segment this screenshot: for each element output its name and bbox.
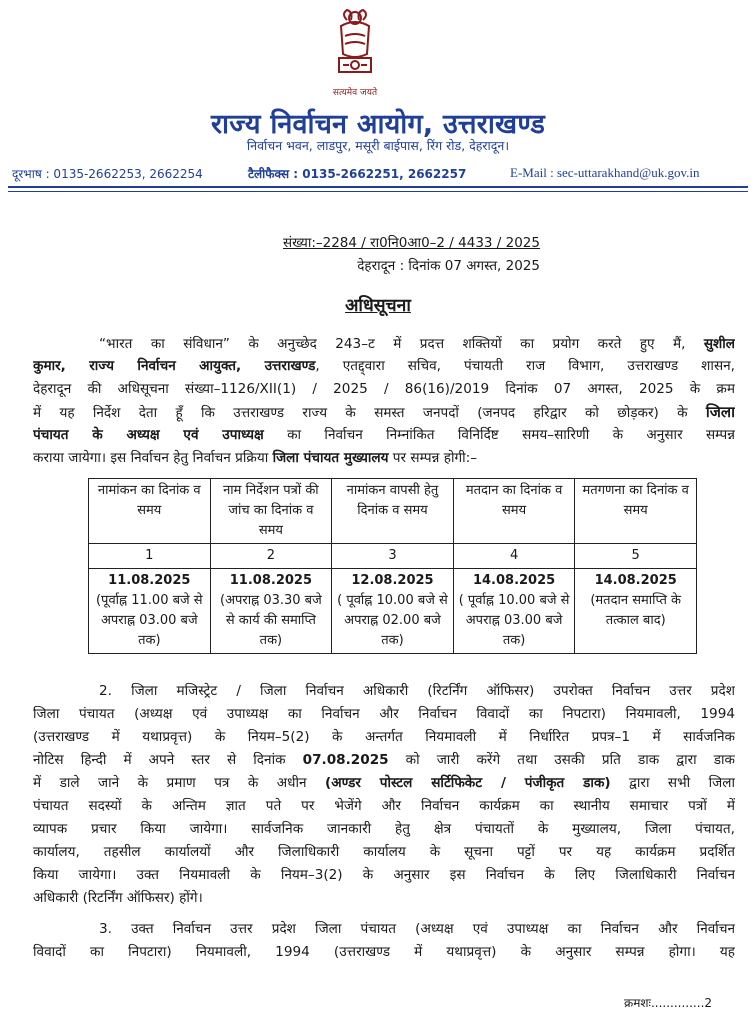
- table-header-cell: मतदान का दिनांक व समय: [453, 479, 575, 544]
- table-header-cell: नामांकन का दिनांक व समय: [89, 479, 211, 544]
- para2-line-3: (उत्तराखण्ड में यथाप्रवृत्त) के नियम–5(2) के अन्तर्गत नियमावली में निर्धारित प्रपत्र–1 में सार्वजनिक: [33, 729, 735, 745]
- para2-text: में डाले जाने के प्रमाण पत्र के अधीन: [33, 775, 326, 791]
- table-header-cell: नामांकन वापसी हेतु दिनांक व समय: [332, 479, 454, 544]
- para1-line-6: [33, 447, 735, 469]
- para2-bold: (अण्डर पोस्टल सर्टिफिकेट / पंजीकृत डाक): [325, 775, 611, 791]
- para1-bold: पंचायत के अध्यक्ष एवं उपाध्यक्ष: [33, 427, 264, 443]
- para1-line-2: [33, 355, 735, 377]
- reference-number: संख्या:–2284 / रा0नि0आ0–2 / 4433 / 2025: [282, 235, 540, 251]
- para1-line-5: [33, 424, 735, 446]
- table-cell: [575, 569, 697, 654]
- notification-title: अधिसूचना: [345, 296, 411, 316]
- table-cell: [210, 569, 332, 654]
- table-header-cell: मतगणना का दिनांक व समय: [575, 479, 697, 544]
- page-continuation: क्रमशः..............2: [624, 996, 713, 1010]
- para1-bold: कुमार, राज्य निर्वाचन आयुक्त, उत्तराखण्ड: [33, 358, 316, 374]
- para2-line-8: कार्यालय, तहसील कार्यालयों और जिलाधिकारी कार्यालय के सूचना पट्टों पर यह कार्यक्रम प्रदर्शित: [33, 844, 735, 860]
- election-schedule-table: [88, 478, 697, 654]
- para2-line-1: 2. जिला मजिस्ट्रेट / जिला निर्वाचन अधिकारी (रिटर्निंग ऑफिसर) उपरोक्त निर्वाचन उत्तर प्रदेश: [99, 683, 735, 699]
- reference-date: देहरादून : दिनांक 07 अगस्त, 2025: [357, 258, 540, 274]
- fax-number: टैलीफैक्स : 0135-2662251, 2662257: [248, 167, 467, 181]
- schedule-time: ( पूर्वाह्न 10.00 बजे से अपराह्न 02.00 बजे तक): [337, 593, 448, 648]
- email-address: E-Mail : sec-uttarakhand@uk.gov.in: [510, 165, 700, 180]
- para1-bold: जिला: [705, 403, 735, 421]
- organization-address: निर्वाचन भवन, लाडपुर, मसूरी बाईपास, रिंग रोड, देहरादून।: [246, 138, 510, 153]
- para2-line-7: व्यापक प्रचार किया जायेगा। सार्वजनिक जानकारी हेतु क्षेत्र पंचायतों के मुख्यालय, जिला पंचायत,: [33, 821, 735, 837]
- schedule-date: 14.08.2025: [472, 573, 556, 588]
- table-cell: [453, 569, 575, 654]
- para2-text: द्वारा सभी जिला: [610, 775, 735, 791]
- schedule-time: (मतदान समाप्ति के तत्काल बाद): [590, 593, 682, 628]
- table-cell: 4: [453, 544, 575, 569]
- para2-text: को जारी करेंगे तथा उसकी प्रति डाक द्वारा डाक: [388, 752, 735, 768]
- para1-text: कराया जायेगा। इस निर्वाचन हेतु निर्वाचन प्रक्रिया: [33, 450, 273, 466]
- table-cell: [332, 569, 454, 654]
- table-cell: 2: [210, 544, 332, 569]
- schedule-time: ( पूर्वाह्न 10.00 बजे से अपराह्न 03.00 बजे तक): [458, 593, 570, 648]
- table-header-cell: नाम निर्देशन पत्रों की जांच का दिनांक व समय: [210, 479, 332, 544]
- schedule-time: (पूर्वाह्न 11.00 बजे से अपराह्न 03.00 बजे तक): [95, 593, 203, 648]
- para1-line-4: [33, 401, 735, 424]
- table-header-row: [89, 479, 697, 544]
- table-cell: [89, 569, 211, 654]
- header-divider: [8, 186, 748, 188]
- schedule-date: 11.08.2025: [229, 573, 313, 588]
- para1-text: का निर्वाचन निम्नांकित विनिर्दिष्ट समय–सारिणी के अनुसार सम्पन्न: [263, 427, 735, 443]
- para1-text: पर सम्पन्न होगी:–: [388, 450, 478, 466]
- header-divider-thin: [8, 191, 748, 192]
- schedule-date: 12.08.2025: [351, 573, 434, 588]
- para1-text: में यह निर्देश देता हूँ कि उत्तराखण्ड राज्य के समस्त जनपदों (जनपद हरिद्वार को छोड़कर) के: [33, 405, 706, 421]
- para3-line-2: विवादों का निपटारा) नियमावली, 1994 (उत्तराखण्ड में यथाप्रवृत्त) के अनुसार सम्पन्न होगा। यह: [33, 944, 735, 960]
- para2-line-4: [33, 749, 735, 771]
- table-number-row: [89, 544, 697, 569]
- phone-number: दूरभाष : 0135-2662253, 2662254: [12, 167, 203, 181]
- para2-line-6: पंचायत सदस्यों के अन्तिम ज्ञात पते पर भेजेंगे और निर्वाचन कार्यक्रम का स्थानीय समाचार पत्रों में: [33, 798, 735, 814]
- table-cell: 1: [89, 544, 211, 569]
- organization-name: राज्य निर्वाचन आयोग, उत्तराखण्ड: [210, 109, 545, 140]
- table-row: [89, 569, 697, 654]
- schedule-time: (अपराह्न 03.30 बजे से कार्य की समाप्ति तक): [220, 593, 322, 648]
- para2-line-5: [33, 772, 735, 794]
- schedule-date: 11.08.2025: [108, 573, 191, 588]
- para2-bold: 07.08.2025: [302, 752, 389, 768]
- para2-line-2: जिला पंचायत (अध्यक्ष एवं उपाध्यक्ष का निर्वाचन और निर्वाचन विवादों का निपटारा) नियमावली, 1994: [33, 706, 735, 722]
- para2-text: नोटिस हिन्दी में अपने स्तर से दिनांक: [33, 752, 303, 768]
- para1-bold: सुशील: [703, 336, 735, 352]
- table-cell: 5: [575, 544, 697, 569]
- para2-line-10: अधिकारी (रिटर्निंग ऑफिसर) होंगे।: [33, 890, 203, 906]
- para3-line-1: 3. उक्त निर्वाचन उत्तर प्रदेश जिला पंचायत (अध्यक्ष एवं उपाध्यक्ष का निर्वाचन और निर्वाचन: [99, 921, 735, 937]
- para1-bold: जिला पंचायत मुख्यालय: [272, 450, 389, 466]
- schedule-date: 14.08.2025: [594, 573, 677, 588]
- para1-text: “भारत का संविधान” के अनुच्छेद 243–ट में प्रदत्त शक्तियों का प्रयोग करते हुए मैं,: [99, 336, 704, 352]
- emblem-motto: सत्यमेव जयते: [332, 88, 378, 98]
- para1-text: , एतद्द्वारा सचिव, पंचायती राज विभाग, उत्तराखण्ड शासन,: [315, 358, 735, 374]
- para2-line-9: किया जायेगा। उक्त नियमावली के नियम–3(2) के अनुसार इस निर्वाचन के लिए जिलाधिकारी निर्वाचन: [33, 867, 735, 883]
- table-cell: 3: [332, 544, 454, 569]
- para1-line-3: देहरादून की अधिसूचना संख्या–1126/XII(1) / 2025 / 86(16)/2019 दिनांक 07 अगस्त, 2025 के क्रम: [33, 381, 735, 397]
- para1-line-1: [33, 333, 735, 355]
